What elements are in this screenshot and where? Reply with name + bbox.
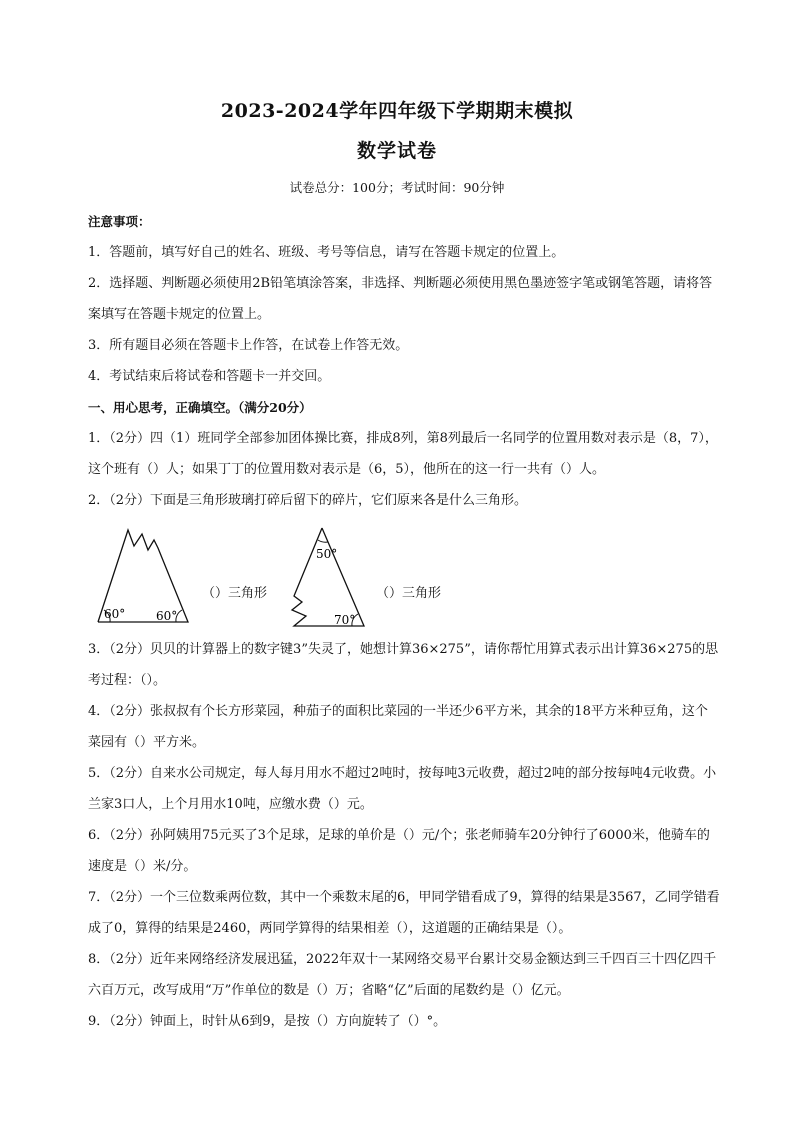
question-4: 4．（2分）张叔叔有个长方形菜园，种茄子的面积比菜园的一半还少6平方米，其余的18平方米种豆角，这个菜园有（）平方米。 (88, 704, 708, 750)
triangle-fragments-svg (88, 522, 720, 630)
note-item: 3．所有题目必须在答题卡上作答，在试卷上作答无效。 (88, 338, 409, 353)
question-9: 9．（2分）钟面上，时针从6到9，是按（）方向旋转了（）°。 (88, 1014, 447, 1029)
fragment-1-angle-left: 60° (104, 607, 126, 621)
fragment-2-angle-top-arc (318, 540, 328, 542)
question-6: 6．（2分）孙阿姨用75元买了3个足球，足球的单价是（）元/个；张老师骑车20分钟行了6000米，他骑车的速度是（）米/分。 (88, 828, 710, 874)
question-5: 5．（2分）自来水公司规定，每人每月用水不超过2吨时，按每吨3元收费，超过2吨的部分按每吨4元收费。小兰家3口人，上个月用水10吨，应缴水费（）元。 (88, 766, 717, 812)
question-2: 2．（2分）下面是三角形玻璃打碎后留下的碎片，它们原来各是什么三角形。 (88, 493, 528, 508)
fragment-1-angle-right: 60° (156, 609, 178, 623)
notes-heading: 注意事项： (88, 214, 151, 229)
exam-content (88, 206, 720, 1037)
fragment-2-outline (292, 528, 364, 626)
question-3: 3．（2分）贝贝的计算器上的数字键3”失灵了，她想计算36×275”，请你帮忙用算式表示出计算36×275的思考过程：（）。 (88, 642, 719, 688)
fragment-2-answer-blank: （）三角形 (376, 586, 442, 601)
note-item: 1．答题前，填写好自己的姓名、班级、考号等信息，请写在答题卡规定的位置上。 (88, 245, 565, 260)
question-1: 1．（2分）四（1）班同学全部参加团体操比赛，排成8列，第8列最后一名同学的位置用数对表示是（8，7），这个班有（）人；如果丁丁的位置用数对表示是（6，5），他所在的这一行一共有（）人。 (88, 431, 718, 477)
note-item: 2．选择题、判断题必须使用2B铅笔填涂答案，非选择、判断题必须使用黑色墨迹签字笔或钢笔答题，请将答案填写在答题卡规定的位置上。 (88, 276, 713, 322)
question-8: 8．（2分）近年来网络经济发展迅猛，2022年双十一某网络交易平台累计交易金额达到三千四百三十四亿四千六百万元，改写成用“万”作单位的数是（）万；省略“亿”后面的尾数约是（）亿元。 (88, 952, 717, 998)
exam-info: 试卷总分：100分；考试时间：90分钟 (289, 180, 505, 195)
note-item: 4．考试结束后将试卷和答题卡一并交回。 (88, 369, 331, 384)
triangle-fragments-figure (88, 522, 720, 630)
fragment-2-angle-bottom: 70° (334, 613, 356, 627)
exam-title: 2023-2024学年四年级下学期期末模拟 (220, 100, 574, 122)
section-heading: 一、用心思考，正确填空。（满分20分） (88, 400, 312, 415)
question-7: 7．（2分）一个三位数乘两位数，其中一个乘数末尾的6，甲同学错看成了9，算得的结果是3567，乙同学错看成了0，算得的结果是2460，两同学算得的结果相差（），这道题的正确结果是（）。 (88, 890, 720, 936)
fragment-2-angle-top: 50° (316, 547, 338, 561)
fragment-1-answer-blank: （）三角形 (202, 586, 268, 601)
exam-subject-title: 数学试卷 (356, 140, 437, 162)
